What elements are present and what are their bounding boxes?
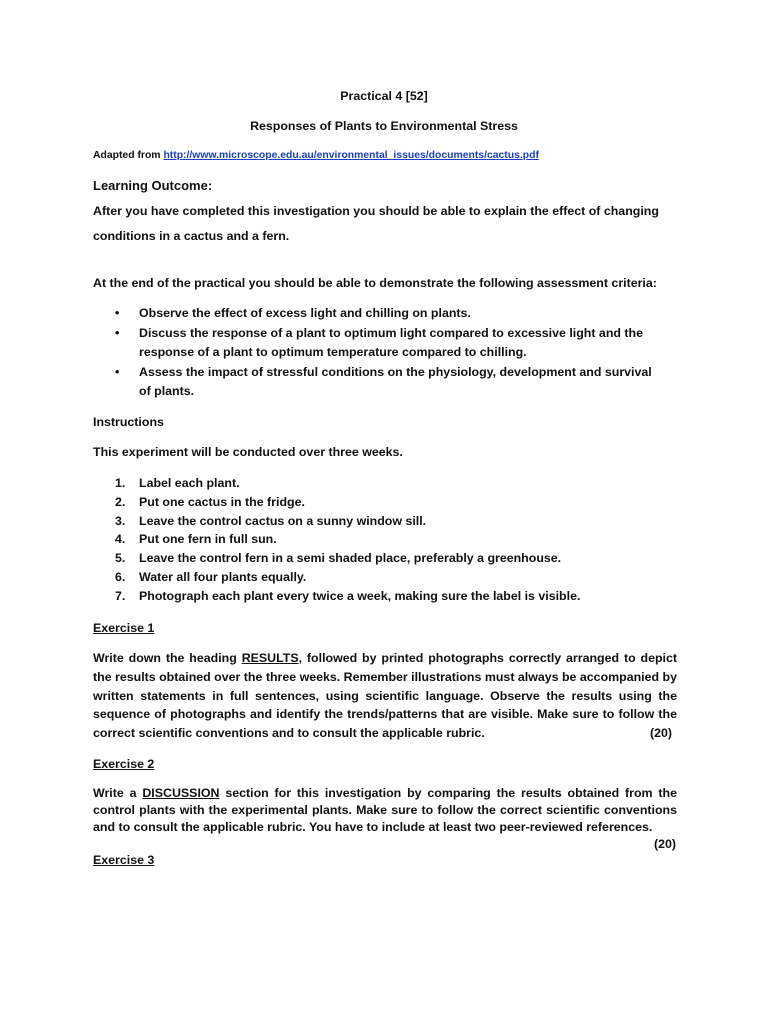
- step-number: 7.: [115, 588, 126, 603]
- discussion-keyword: DISCUSSION: [142, 786, 220, 800]
- step-text: Leave the control fern in a semi shaded place, preferably a greenhouse.: [139, 551, 562, 566]
- instructions-intro: This experiment will be conducted over three weeks.: [93, 445, 403, 459]
- exercise-1-text: [93, 649, 677, 743]
- exercise-1-heading: Exercise 1: [93, 621, 155, 635]
- step-text: Photograph each plant every twice a week, making sure the label is visible.: [139, 588, 581, 603]
- step-text: Water all four plants equally.: [139, 569, 307, 584]
- exercise-1-text-start: Write down the heading: [93, 651, 242, 665]
- step-text: Put one fern in full sun.: [139, 532, 277, 547]
- results-keyword: RESULTS: [241, 651, 299, 665]
- list-item: [93, 363, 653, 401]
- bullet-icon: •: [115, 306, 120, 320]
- exercise-1-marks: (20): [650, 726, 673, 740]
- exercise-2-text-start: Write a: [93, 786, 143, 800]
- adapted-from-line: [93, 148, 539, 164]
- criteria-text: Observe the effect of excess light and chilling on plants.: [139, 306, 471, 320]
- step-number: 3.: [115, 513, 126, 528]
- list-item: [93, 493, 677, 512]
- learning-outcome-heading: Learning Outcome:: [93, 178, 213, 193]
- step-number: 1.: [115, 476, 126, 490]
- learning-outcome-text: After you have completed this investigation you should be able to explain the effect of changing conditions in a cactus and a fern.: [93, 204, 659, 243]
- criteria-text: Assess the impact of stressful conditions on the physiology, development and survival of plants.: [139, 365, 652, 398]
- step-number: 4.: [115, 532, 126, 547]
- exercise-2-heading: Exercise 2: [93, 757, 155, 771]
- step-text: Put one cactus in the fridge.: [139, 494, 305, 509]
- list-item: [93, 324, 653, 362]
- bullet-icon: •: [115, 326, 120, 340]
- step-text: Leave the control cactus on a sunny window sill.: [139, 513, 427, 528]
- instructions-heading: Instructions: [93, 415, 164, 429]
- step-number: 5.: [115, 551, 126, 566]
- list-item: [93, 512, 677, 531]
- criteria-intro: At the end of the practical you should be able to demonstrate the following assessment criteria:: [93, 276, 657, 290]
- step-number: 6.: [115, 569, 126, 584]
- exercise-2-marks: (20): [654, 837, 677, 851]
- list-item: [93, 304, 653, 323]
- step-number: 2.: [115, 494, 126, 509]
- criteria-text: Discuss the response of a plant to optimum light compared to excessive light and the response of a plant to optimum temperature compared to chilling.: [139, 326, 643, 359]
- page-subtitle: Responses of Plants to Environmental Stress: [250, 119, 518, 133]
- list-item: [93, 568, 677, 587]
- criteria-list: [93, 304, 653, 402]
- page-title: Practical 4 [52]: [340, 89, 428, 103]
- exercise-1-text-end: , followed by printed photographs correctly arranged to depict the results obtained over the three weeks. Remember illustrations must always be accompanied by written statements in full sentences, using scientific language. Observe the results using the sequence of photographs and identify the trends/patterns that are visible. Make sure to follow the correct scientific conventions and to consult the applicable rubric.: [93, 651, 677, 741]
- source-link[interactable]: http://www.microscope.edu.au/environmental_issues/documents/cactus.pdf: [163, 150, 539, 161]
- list-item: [93, 530, 677, 549]
- list-item: [93, 587, 677, 606]
- step-text: Label each plant.: [139, 476, 240, 490]
- bullet-icon: •: [115, 365, 120, 379]
- exercise-3-heading: Exercise 3: [93, 853, 155, 867]
- adapted-prefix: Adapted from: [93, 150, 164, 161]
- instructions-list: [93, 474, 677, 606]
- exercise-2-text: [93, 785, 677, 836]
- exercise-2-text-end: section for this investigation by comparing the results obtained from the control plants with the experimental plants. Make sure to follow the correct scientific conventions and to consult the applicable rubric. You have to include at least two peer-reviewed references.: [93, 786, 677, 834]
- list-item: [93, 549, 677, 568]
- list-item: [93, 474, 677, 493]
